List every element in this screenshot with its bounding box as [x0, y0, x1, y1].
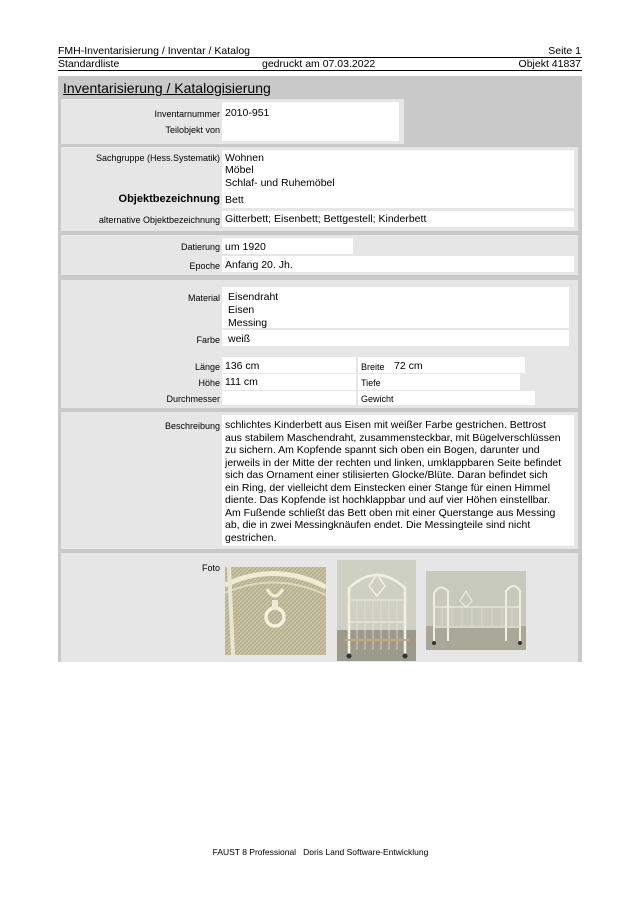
footer-vendor: Doris Land Software-Entwicklung	[303, 847, 429, 857]
photo-bed-side	[426, 571, 526, 650]
durchmesser-value-box	[222, 391, 356, 405]
laenge-label: Länge	[194, 362, 220, 372]
material-value-2: Eisen	[228, 304, 255, 316]
description-line: zu sichern. Am Kopfende spannt sich oben ein Bogen, darunter und	[225, 444, 540, 456]
breite-label: Breite	[361, 362, 385, 372]
farbe-label: Farbe	[196, 335, 220, 345]
header-print-date: gedruckt am 07.03.2022	[262, 58, 376, 70]
gewicht-label: Gewicht	[361, 394, 394, 404]
footer	[0, 847, 641, 857]
material-value-3: Messing	[228, 317, 268, 329]
datierung-value: um 1920	[225, 241, 266, 253]
alternative-value: Gitterbett; Eisenbett; Bettgestell; Kinderbett	[225, 213, 427, 225]
inventarnummer-label: Inventarnummer	[154, 109, 220, 119]
footer-product: FAUST 8 Professional	[212, 847, 297, 857]
hoehe-value: 111 cm	[225, 376, 258, 388]
description-line: schlichtes Kinderbett aus Eisen mit weißer Farbe gestrichen. Bettrost	[225, 419, 546, 431]
sachgruppe-value-1: Wohnen	[225, 152, 264, 164]
description-line: ein Ring, der vielleicht dem Einstecken einer Stange für einen Himmel	[225, 481, 551, 494]
epoche-value: Anfang 20. Jh.	[225, 259, 293, 271]
description-line: jerweils in der Mitte der rechten und linken, umklappbaren Seite befindet	[225, 456, 562, 469]
photo-bed-front	[337, 560, 416, 661]
photo-label: Foto	[201, 563, 220, 573]
tiefe-label: Tiefe	[361, 378, 381, 388]
photo-detail-ornament	[225, 567, 326, 655]
datierung-label: Datierung	[180, 242, 220, 252]
section-title: Inventarisierung / Katalogisierung	[63, 80, 271, 96]
header-rule-bottom	[58, 70, 582, 71]
description-line: gestrichen.	[225, 531, 277, 544]
farbe-value-box	[222, 330, 569, 346]
description-line: sich das Ornament einer stilisierten Glocke/Blüte. Daran befindet sich	[225, 469, 548, 481]
tiefe-value-box	[358, 374, 520, 390]
description-text	[225, 419, 575, 544]
teilobjekt-label: Teilobjekt von	[165, 125, 220, 135]
breite-value: 72 cm	[394, 360, 423, 372]
alternative-label: alternative Objektbezeichnung	[98, 215, 220, 225]
description-label: Beschreibung	[164, 421, 220, 431]
durchmesser-label: Durchmesser	[166, 394, 220, 404]
header-object-number: Objekt 41837	[518, 58, 581, 70]
header-page-number: Seite 1	[548, 45, 581, 57]
header-app-title: FMH-Inventarisierung / Inventar / Katalog	[58, 45, 251, 57]
sachgruppe-value-3: Schlaf- und Ruhemöbel	[225, 177, 335, 189]
header-rule-top	[58, 57, 582, 58]
sachgruppe-value-2: Möbel	[225, 164, 254, 176]
hoehe-label: Höhe	[198, 378, 220, 388]
inventarnummer-value: 2010-951	[225, 107, 270, 119]
epoche-label: Epoche	[189, 261, 220, 271]
description-line: diente. Das Kopfende ist hochklappbar und auf vier Höhen einstellbar.	[225, 494, 551, 506]
description-line: aus stabilem Maschendraht, zusammensteckbar, mit Bügelverschlüssen	[225, 431, 561, 444]
laenge-value: 136 cm	[225, 360, 260, 372]
description-line: ab, die in zwei Messingknäufen endet. Die Messingteile sind nicht	[225, 519, 531, 531]
objektbezeichnung-label: Objektbezeichnung	[118, 193, 220, 205]
description-line: Am Fußende schließt das Bett oben mit einer Querstange aus Messing	[225, 506, 556, 519]
material-label: Material	[187, 293, 220, 303]
header-list-type: Standardliste	[58, 58, 120, 70]
farbe-value: weiß	[228, 333, 251, 345]
objektbezeichnung-value: Bett	[225, 194, 244, 206]
sachgruppe-label: Sachgruppe (Hess.Systematik)	[95, 153, 220, 163]
material-value-1: Eisendraht	[228, 291, 279, 303]
